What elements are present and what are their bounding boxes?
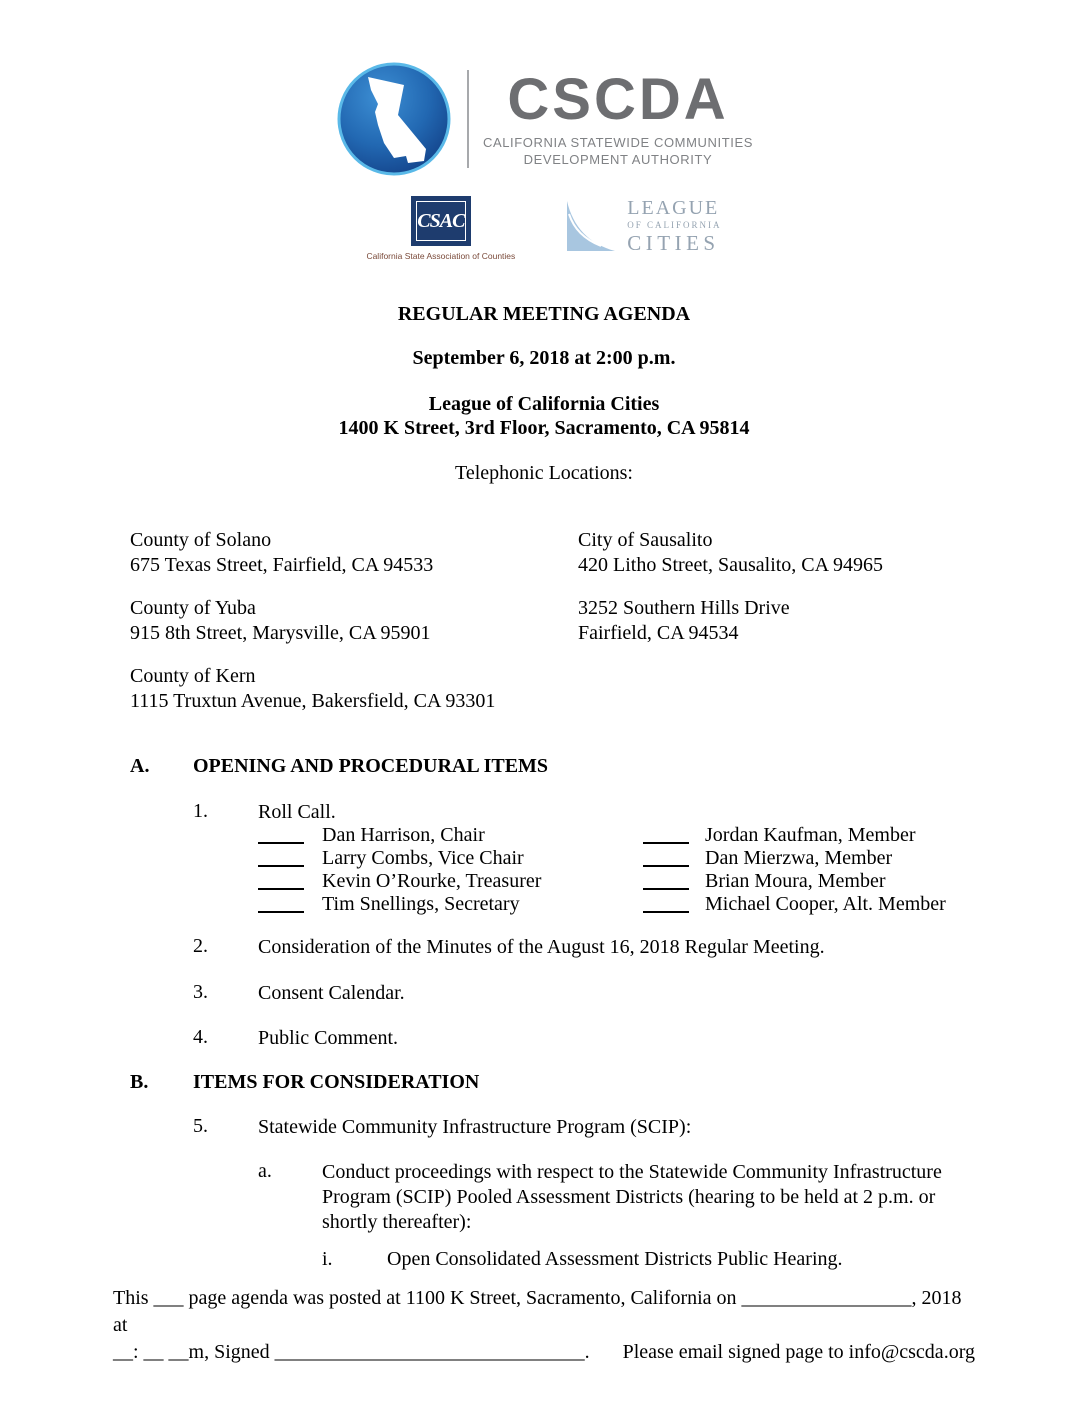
- item-5-text: Statewide Community Infrastructure Program (SCIP):: [258, 1116, 692, 1138]
- roll-call-name: Larry Combs, Vice Chair: [322, 847, 524, 869]
- location-county-kern: County of Kern 1115 Truxtun Avenue, Bakersfield, CA 93301: [130, 665, 496, 712]
- footer-email-note: Please email signed page to info@cscda.org: [622, 1341, 975, 1363]
- item-3-number: 3.: [193, 981, 208, 1003]
- roll-call-row: [0, 893, 1088, 916]
- location-southern-hills: 3252 Southern Hills Drive Fairfield, CA 94534: [578, 597, 790, 644]
- roll-call-row: [0, 824, 1088, 847]
- venue-name: League of California Cities: [428, 393, 660, 415]
- roll-call-name: Brian Moura, Member: [705, 870, 886, 892]
- meeting-datetime: September 6, 2018 at 2:00 p.m.: [412, 347, 676, 369]
- location-county-solano: County of Solano 675 Texas Street, Fairfield, CA 94533: [130, 529, 434, 576]
- roll-call-blank: [643, 893, 689, 913]
- league-of-california-cities-logo: [563, 198, 721, 254]
- csac-icon: CSAC: [411, 196, 471, 246]
- item-5ai-number: i.: [322, 1248, 333, 1270]
- item-5a-number: a.: [258, 1160, 272, 1182]
- roll-call-blank: [258, 824, 304, 844]
- roll-call-name: Tim Snellings, Secretary: [322, 893, 520, 915]
- item-3-text: Consent Calendar.: [258, 982, 405, 1004]
- section-b-title: ITEMS FOR CONSIDERATION: [193, 1071, 480, 1093]
- roll-call-blank: [643, 870, 689, 890]
- roll-call-name: Jordan Kaufman, Member: [705, 824, 916, 846]
- posting-notice-footer: [113, 1285, 975, 1366]
- csac-logo: [366, 196, 515, 261]
- roll-call-name: Dan Harrison, Chair: [322, 824, 485, 846]
- item-4-number: 4.: [193, 1026, 208, 1048]
- roll-call-blank: [643, 824, 689, 844]
- cscda-tagline: CALIFORNIA STATEWIDE COMMUNITIES DEVELOPMENT AUTHORITY: [482, 134, 754, 167]
- item-4-text: Public Comment.: [258, 1027, 398, 1049]
- section-a-letter: A.: [130, 755, 150, 777]
- cscda-wordmark: [482, 66, 754, 168]
- footer-line2: [113, 1339, 975, 1366]
- cscda-logo: [0, 60, 1088, 178]
- footer-line1: This ___ page agenda was posted at 1100 K Street, Sacramento, California on _________________, 2018 at: [113, 1287, 962, 1336]
- item-2-text: Consideration of the Minutes of the August 16, 2018 Regular Meeting.: [258, 936, 825, 958]
- location-county-yuba: County of Yuba 915 8th Street, Marysville, CA 95901: [130, 597, 431, 644]
- item-1-text: Roll Call.: [258, 801, 336, 823]
- roll-call-row: [0, 870, 1088, 893]
- section-b-letter: B.: [130, 1071, 149, 1093]
- partner-logos-row: [0, 196, 1088, 261]
- roll-call-row: [0, 847, 1088, 870]
- league-sail-icon: [563, 199, 617, 253]
- roll-call-name: Kevin O’Rourke, Treasurer: [322, 870, 542, 892]
- roll-call-blank: [258, 870, 304, 890]
- item-5ai-text: Open Consolidated Assessment Districts Public Hearing.: [387, 1248, 843, 1270]
- csac-caption: California State Association of Counties: [366, 251, 516, 261]
- footer-signature-line: __: __ __m, Signed _______________________________.: [113, 1341, 590, 1363]
- item-5-number: 5.: [193, 1115, 208, 1137]
- item-2-number: 2.: [193, 935, 208, 957]
- roll-call-blank: [258, 893, 304, 913]
- venue-address: 1400 K Street, 3rd Floor, Sacramento, CA 95814: [338, 417, 750, 439]
- california-globe-icon: [335, 60, 453, 178]
- roll-call-blank: [258, 847, 304, 867]
- roll-call-name: Michael Cooper, Alt. Member: [705, 893, 946, 915]
- roll-call-blank: [643, 847, 689, 867]
- meeting-venue: [0, 392, 1088, 440]
- meeting-title: REGULAR MEETING AGENDA: [397, 303, 691, 325]
- telephonic-locations-label: Telephonic Locations:: [455, 462, 633, 484]
- cscda-acronym: CSCDA: [507, 66, 729, 132]
- section-a-title: OPENING AND PROCEDURAL ITEMS: [193, 755, 549, 777]
- logo-divider: [467, 70, 469, 168]
- item-1-number: 1.: [193, 800, 208, 822]
- roll-call-name: Dan Mierzwa, Member: [705, 847, 893, 869]
- item-5a-text: Conduct proceedings with respect to the Statewide Community Infrastructure Program (SCIP) Pooled Assessment Districts (hearing to be held at 2 p.m. or shortly thereafter):: [322, 1161, 942, 1233]
- league-wordmark: LEAGUE OF CALIFORNIA CITIES: [627, 197, 722, 255]
- location-city-sausalito: City of Sausalito 420 Litho Street, Sausalito, CA 94965: [578, 529, 883, 576]
